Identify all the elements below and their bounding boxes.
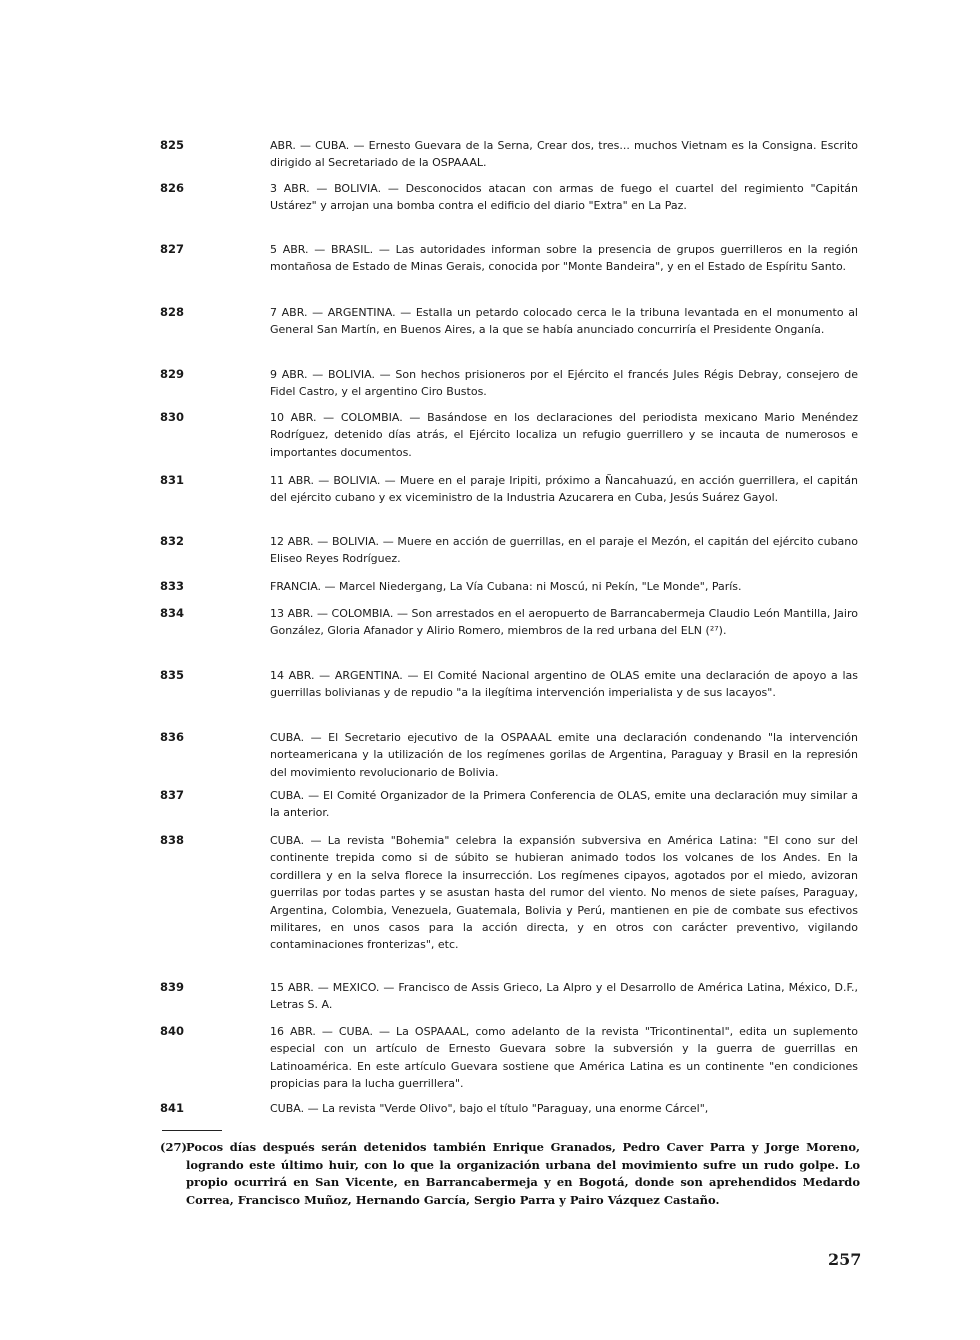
entry-number: 840 — [160, 1024, 185, 1038]
entry-number: 825 — [160, 138, 185, 152]
entry-number: 828 — [160, 305, 185, 319]
entry-text: CUBA. — La revista "Bohemia" celebra la expansión subversiva en América Latina: "El cono sur del continente trepida como si de súbito se hubieran animado todos los volcanes de los Andes. En la cordillera y en la selva florece la insurrección. Los regímenes cipayos, agotados por el miedo, avizoran guerrilas por todas partes y se asustan hasta del rumor del viento. No menos de siete países, Paraguay, Argentina, Colombia, Venezuela, Guatemala, Bolivia y Perú, mantienen en pie de combate sus efectivos militares, en unos casos para la acción directa, y en otros con carácter preventivo, vigilando contaminaciones fronterizas", etc. — [270, 834, 858, 952]
entry-number: 829 — [160, 367, 185, 381]
footnote-text: Pocos días después serán detenidos también Enrique Granados, Pedro Caver Parra y Jorge Moreno, logrando este último huir, con lo que la organización urbana del movimiento sufre un rudo golpe. Lo propio ocurrirá en San Vicente, en Barrancabermeja y en Bogotá, donde son aprehendidos Medardo Correa, Francisco Muñoz, Hernando García, Sergio Parra y Pairo Vázquez Castaño. — [186, 1140, 860, 1207]
entry-text: FRANCIA. — Marcel Niedergang, La Vía Cubana: ni Moscú, ni Pekín, "Le Monde", París. — [270, 580, 742, 593]
entry-number: 836 — [160, 730, 185, 744]
entry-text: 12 ABR. — BOLIVIA. — Muere en acción de guerrillas, en el paraje el Mezón, el capitán del ejército cubano Eliseo Reyes Rodríguez. — [270, 535, 858, 566]
entry-number: 831 — [160, 473, 185, 487]
entry-text: 11 ABR. — BOLIVIA. — Muere en el paraje Iripiti, próximo a Ñancahuazú, en acción guerrillera, el capitán del ejército cubano y ex viceministro de la Industria Azucarera en Cuba, Jesús Suárez Gayol. — [270, 474, 858, 505]
entry-number: 835 — [160, 668, 185, 682]
entry-text: CUBA. — El Secretario ejecutivo de la OSPAAAL emite una declaración condenando "la intervención norteamericana y la utilización de los regímenes gorilas de Argentina, Paraguay y Brasil en la represión del movimiento revolucionario de Bolivia. — [270, 731, 858, 779]
entry-number: 839 — [160, 980, 185, 994]
entry-number: 830 — [160, 410, 185, 424]
entry-number: 838 — [160, 833, 185, 847]
entry-text: 3 ABR. — BOLIVIA. — Desconocidos atacan con armas de fuego el cuartel del regimiento "Capitán Ustárez" y arrojan una bomba contra el edificio del diario "Extra" en La Paz. — [270, 182, 858, 213]
entry-text: 5 ABR. — BRASIL. — Las autoridades informan sobre la presencia de grupos guerrilleros en la región montañosa de Estado de Minas Gerais, conocida por "Monte Bandeira", y en el Estado de Espíritu Santo. — [270, 243, 858, 274]
entry-number: 832 — [160, 534, 185, 548]
entry-number: 841 — [160, 1101, 185, 1115]
page-number: 257 — [828, 1250, 862, 1269]
entry-text: CUBA. — La revista "Verde Olivo", bajo el título "Paraguay, una enorme Cárcel", — [270, 1102, 709, 1115]
entry-text: CUBA. — El Comité Organizador de la Primera Conferencia de OLAS, emite una declaración muy similar a la anterior. — [270, 789, 858, 820]
entry-number: 833 — [160, 579, 185, 593]
entry-text: 14 ABR. — ARGENTINA. — El Comité Nacional argentino de OLAS emite una declaración de apoyo a las guerrillas bolivianas y de repudio "a la ilegítima intervención imperialista y de sus lacayos". — [270, 669, 858, 700]
footnote — [160, 1139, 860, 1209]
entry-text: 7 ABR. — ARGENTINA. — Estalla un petardo colocado cerca le la tribuna levantada en el monumento al General San Martín, en Buenos Aires, a la que se había anunciado concurriría el Presidente Onganía. — [270, 306, 858, 337]
entry-number: 837 — [160, 788, 185, 802]
entry-text: 10 ABR. — COLOMBIA. — Basándose en los declaraciones del periodista mexicano Mario Menéndez Rodríguez, detenido días atrás, el Ejército localiza un refugio guerrillero y se incauta de numerosos e importantes documentos. — [270, 411, 858, 459]
entry-number: 826 — [160, 181, 185, 195]
entry-text: 16 ABR. — CUBA. — La OSPAAAL, como adelanto de la revista "Tricontinental", edita un suplemento especial con un artículo de Ernesto Guevara sobre la subversión y la guerra de guerrillas en Latinoamérica. En este artículo Guevara sostiene que América Latina es un continente "en condiciones propicias para la lucha guerrillera". — [270, 1025, 858, 1091]
entry-number: 827 — [160, 242, 185, 256]
entry-text: 13 ABR. — COLOMBIA. — Son arrestados en el aeropuerto de Barrancabermeja Claudio León Mantilla, Jairo González, Gloria Afanador y Alirio Romero, miembros de la red urbana del ELN (²⁷). — [270, 607, 858, 638]
entry-text: ABR. — CUBA. — Ernesto Guevara de la Serna, Crear dos, tres... muchos Vietnam es la Consigna. Escrito dirigido al Secretariado de la OSPAAAL. — [270, 139, 858, 170]
entry-text: 15 ABR. — MEXICO. — Francisco de Assis Grieco, La Alpro y el Desarrollo de América Latina, México, D.F., Letras S. A. — [270, 981, 858, 1012]
entry-text: 9 ABR. — BOLIVIA. — Son hechos prisioneros por el Ejército el francés Jules Régis Debray, consejero de Fidel Castro, y el argentino Ciro Bustos. — [270, 368, 858, 399]
entry-number: 834 — [160, 606, 185, 620]
footnote-rule — [162, 1130, 222, 1131]
footnote-marker: (27) — [160, 1140, 187, 1154]
